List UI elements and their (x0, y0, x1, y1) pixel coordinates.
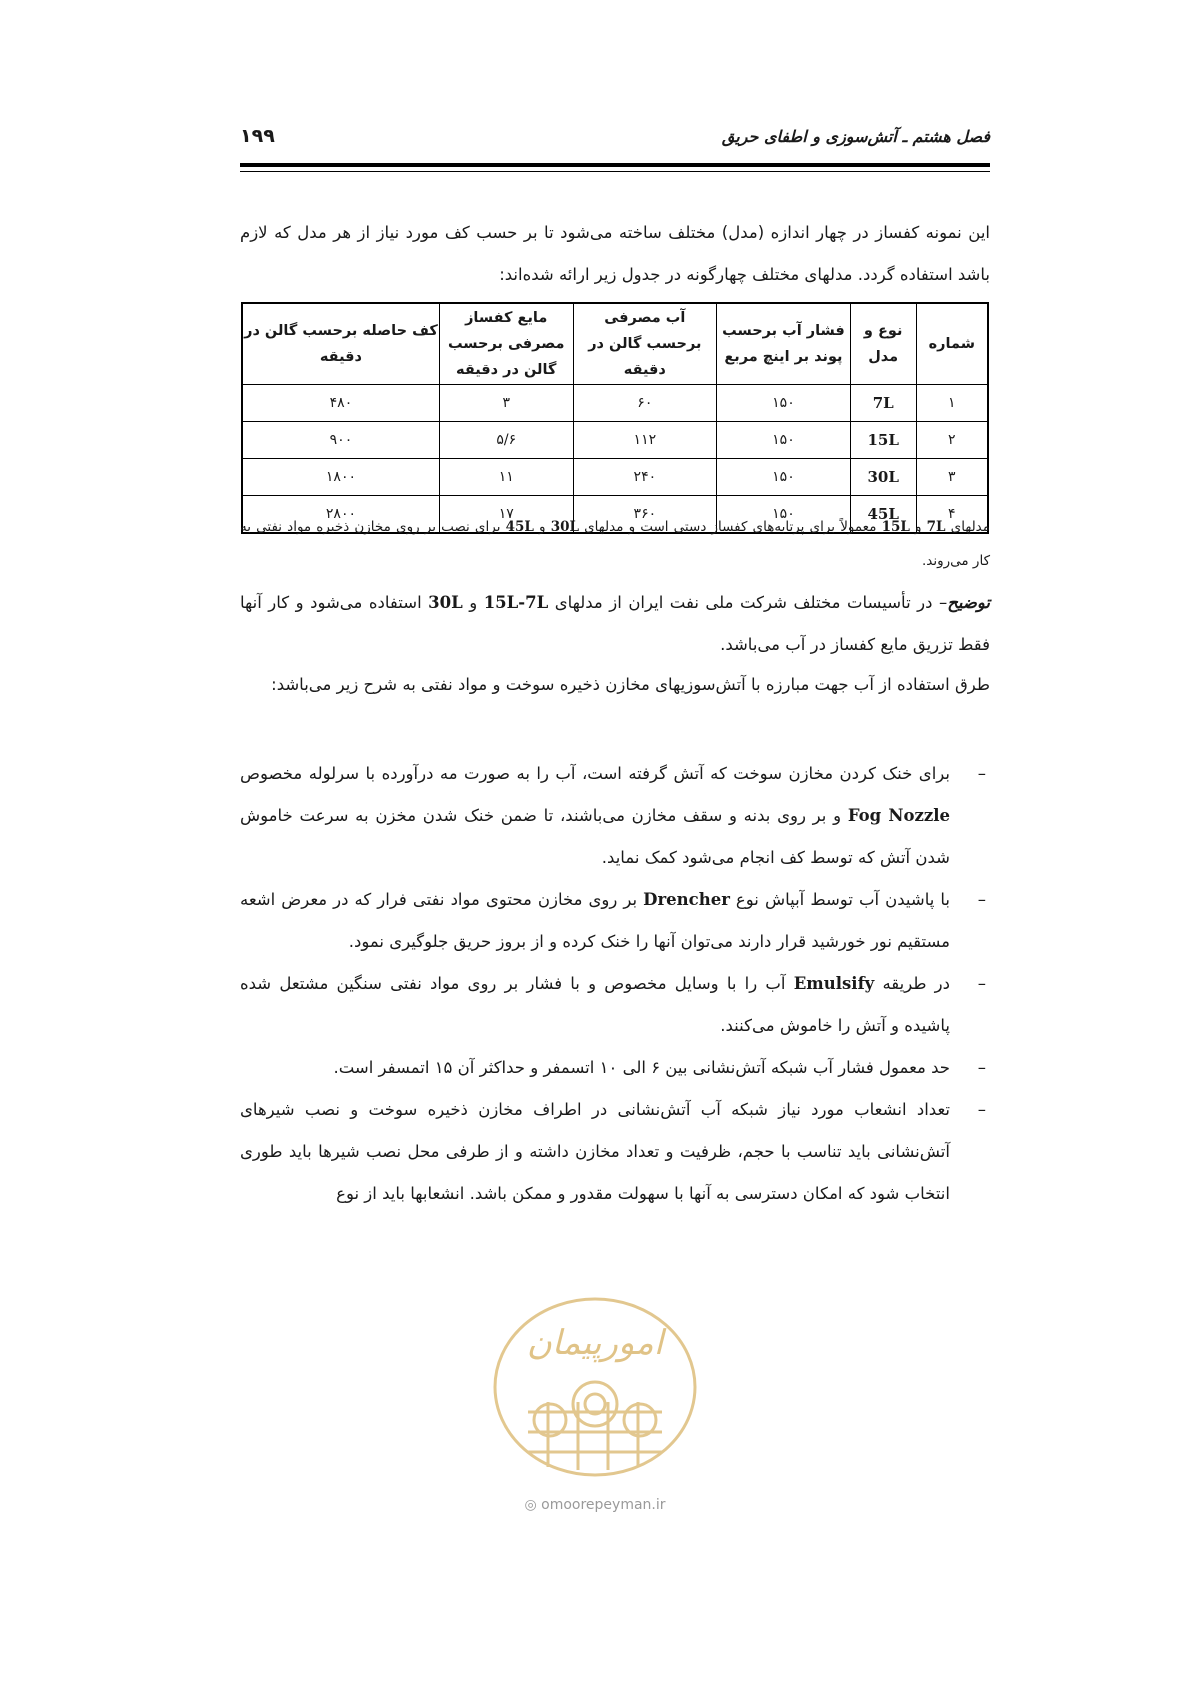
cell-foam-output: ۲۸۰۰ (242, 496, 439, 534)
intro-paragraph: این نمونه کفساز در چهار اندازه (مدل) مختلف ساخته می‌شود تا بر حسب کف مورد نیاز از هر مدل که لازم باشد استفاده گردد. مدلهای مختلف چهارگونه در جدول زیر ارائه شده‌اند: (240, 223, 990, 284)
watermark-url: ◎ omoorepeyman.ir (524, 1497, 666, 1513)
at-icon: ◎ (524, 1497, 537, 1513)
cell-number: ۳ (916, 459, 988, 496)
header-water-pressure: فشار آب برحسب پوند بر اینچ مربع (717, 303, 851, 385)
header-rule-thin (240, 171, 990, 172)
cell-foam-liquid: ۳ (439, 385, 573, 422)
list-item: – حد معمول فشار آب شبکه آتش‌نشانی بین ۶ الی ۱۰ اتسمفر و حداکثر آن ۱۵ اتمسفر است. (333, 1058, 986, 1077)
cell-foam-liquid: ۱۷ (439, 496, 573, 534)
header-rule-thick (240, 163, 990, 167)
cell-pressure: ۱۵۰ (717, 459, 851, 496)
cell-pressure: ۱۵۰ (717, 385, 851, 422)
logo-text: امورپیمان (526, 1323, 664, 1363)
foam-models-table (241, 302, 989, 534)
list-item: – با پاشیدن آب توسط آبپاش نوع Drencher بر روی مخازن محتوی مواد نفتی فرار که در معرض اشعه مستقیم نور خورشید قرار دارند می‌توان آنها را خنک کرده و از بروز حریق جلوگیری نمود. (240, 890, 986, 951)
cell-foam-output: ۹۰۰ (242, 422, 439, 459)
header-foam-output: کف حاصله برحسب گالن در دقیقه (242, 303, 439, 385)
list-item: – تعداد انشعاب مورد نیاز شبکه آب آتش‌نشانی در اطراف مخازن ذخیره سوخت و نصب شیرهای آتش‌نشانی باید تناسب با حجم، ظرفیت و تعداد مخازن داشته و از طرفی محل نصب شیرها باید طوری انتخاب شود که امکان دسترسی به آنها با سهولت مقدور و ممکن باشد. انشعابها باید از نوع (240, 1100, 986, 1203)
cell-model: 7L (850, 385, 916, 422)
table-row (242, 385, 988, 422)
methods-list (240, 753, 990, 1215)
cell-model: 15L (850, 422, 916, 459)
cell-water: ۱۱۲ (573, 422, 717, 459)
cell-number: ۱ (916, 385, 988, 422)
chapter-title: فصل هشتم ـ آتش‌سوزی و اطفای حریق (721, 126, 990, 146)
watermark-logo (488, 1292, 702, 1482)
cell-number: ۴ (916, 496, 988, 534)
table-note: مدلهای 7L و 15L معمولاً برای پرتابه‌های کفساز دستی است و مدلهای 30L و 45L برای نصب بر روی مخازن ذخیره مواد نفتی به کار می‌روند. (240, 519, 991, 569)
page-header (240, 120, 990, 152)
explanation-label: توضیح (947, 593, 990, 612)
explanation-paragraph: توضیح– در تأسیسات مختلف شرکت ملی نفت ایران از مدلهای 15L-7L و 30L استفاده می‌شود و کار آنها فقط تزریق مایع کفساز در آب می‌باشد. (240, 593, 990, 654)
table-header-row (242, 303, 988, 385)
header-foam-liquid: مایع کفساز مصرفی برحسب گالن در دقیقه (439, 303, 573, 385)
cell-model: 45L (850, 496, 916, 534)
methods-intro-paragraph: طرق استفاده از آب جهت مبارزه با آتش‌سوزیهای مخازن ذخیره سوخت و مواد نفتی به شرح زیر می‌باشد: (271, 675, 990, 694)
list-item: – در طریقه Emulsify آب را با وسایل مخصوص و با فشار بر روی مواد نفتی سنگین مشتعل شده پاشیده و آتش را خاموش می‌کنند. (240, 974, 986, 1035)
header-model: نوع و مدل (850, 303, 916, 385)
cell-water: ۳۶۰ (573, 496, 717, 534)
table-row (242, 459, 988, 496)
table-row (242, 422, 988, 459)
cell-model: 30L (850, 459, 916, 496)
cell-water: ۲۴۰ (573, 459, 717, 496)
header-water-consumption: آب مصرفی برحسب گالن در دقیقه (573, 303, 717, 385)
cell-foam-liquid: ۱۱ (439, 459, 573, 496)
cell-pressure: ۱۵۰ (717, 422, 851, 459)
header-number: شماره (916, 303, 988, 385)
cell-pressure: ۱۵۰ (717, 496, 851, 534)
cell-foam-output: ۴۸۰ (242, 385, 439, 422)
cell-foam-liquid: ۵/۶ (439, 422, 573, 459)
cell-number: ۲ (916, 422, 988, 459)
page-number: ۱۹۹ (240, 125, 275, 147)
cell-water: ۶۰ (573, 385, 717, 422)
cell-foam-output: ۱۸۰۰ (242, 459, 439, 496)
list-item: – برای خنک کردن مخازن سوخت که آتش گرفته است، آب را به صورت مه درآورده با سرلوله مخصوص Fog Nozzle و بر روی بدنه و سقف مخازن می‌باشند، تا ضمن خنک شدن مخزن به سرعت خاموش شدن آتش که توسط کف انجام می‌شود کمک نماید. (240, 764, 986, 867)
